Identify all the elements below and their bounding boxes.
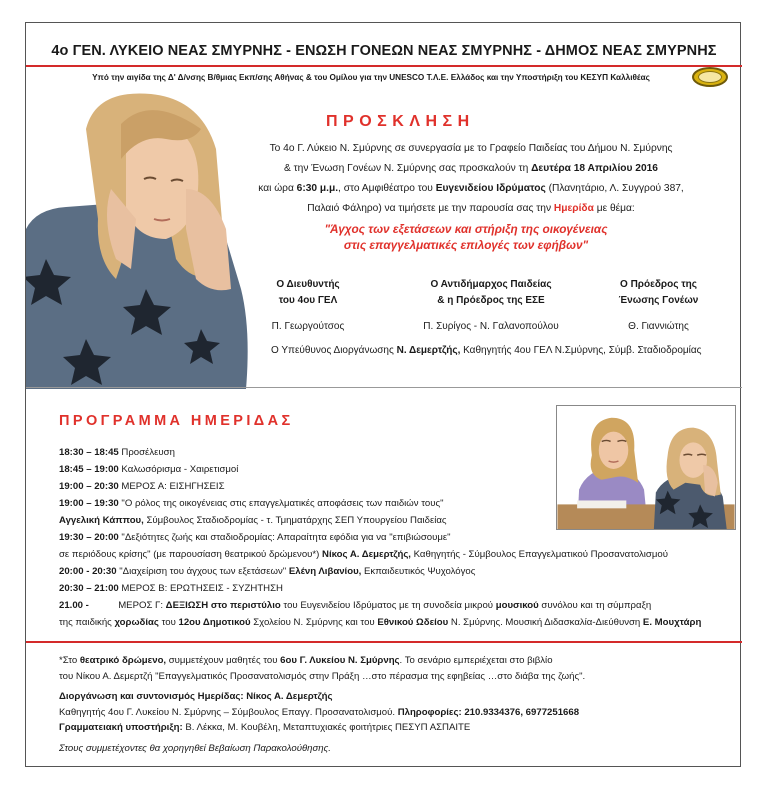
- invitation-line-1: Το 4ο Γ. Λύκειο Ν. Σμύρνης σε συνεργασία με το Γραφείο Παιδείας του Δήμου Ν. Σμύρνης: [269, 143, 673, 154]
- invitation-text: [216, 139, 726, 219]
- schedule-row: 20:00 - 20:30 "Διαχείριση του άγχους των εξετάσεων" Ελένη Λιβανίου, Εκπαιδευτικός Ψυχολόγος: [59, 566, 476, 577]
- invitation-title: ΠΡΟΣΚΛΗΣΗ: [326, 113, 475, 130]
- note-certificate: Στους συμμετέχοντες θα χορηγηθεί Βεβαίωση Παρακολούθησης.: [59, 742, 331, 754]
- unesco-seal-logo: [692, 67, 728, 87]
- invitation-card: [25, 22, 741, 767]
- schedule-row: 19:30 – 20:00 "Δεξιότητες ζωής και σταδιοδρομίας: Απαραίτητα εφόδια για να "επιβιώσουμε": [59, 532, 451, 543]
- note-coordination: Διοργάνωση και συντονισμός Ημερίδας: Νίκος Α. Δεμερτζής: [59, 691, 333, 702]
- header-divider: [26, 65, 742, 67]
- note-contact: Καθηγητής 4ου Γ. Λυκείου Ν. Σμύρνης – Σύμβουλος Επαγγ. Προσανατολισμού. Πληροφορίες: 210.9334376, 6977251668: [59, 706, 580, 718]
- invitation-line-4: Παλαιό Φάληρο) να τιμήσετε με την παρουσία σας την Ημερίδα με θέμα:: [307, 203, 635, 214]
- invitation-line-2: & την Ένωση Γονέων Ν. Σμύρνης σας προσκαλούν τη Δευτέρα 18 Απριλίου 2016: [284, 163, 658, 174]
- section-divider-bottom: [26, 641, 742, 643]
- note-book: του Νίκου Α. Δεμερτζή "Επαγγελματικός Προσανατολισμός στην Πράξη …στο πέρασμα της εφηβείας …στο διάβα της ζωής".: [59, 670, 586, 682]
- event-topic: "Άγχος των εξετάσεων και στήριξη της οικογένειας στις επαγγελματικές επιλογές των εφήβων": [324, 222, 608, 252]
- footer-notes: [59, 653, 729, 756]
- schedule-row: 20:30 – 21:00 ΜΕΡΟΣ Β: ΕΡΩΤΗΣΕΙΣ - ΣΥΖΗΤΗΣΗ: [59, 583, 283, 594]
- signatory-director: Ο Διευθυντής του 4ου ΓΕΛ Π. Γεωργούτσος: [271, 279, 345, 332]
- signatory-deputy-mayor: Ο Αντιδήμαρχος Παιδείας & η Πρόεδρος της ΕΣΕ Π. Συρίγος - Ν. Γαλανοπούλου: [423, 279, 559, 332]
- program-schedule: [59, 444, 739, 631]
- schedule-row: 18:30 – 18:45 Προσέλευση: [59, 447, 175, 458]
- schedule-row: 19:00 – 20:30 ΜΕΡΟΣ Α: ΕΙΣΗΓΗΣΕΙΣ: [59, 481, 225, 492]
- invitation-line-3: και ώρα 6:30 μ.μ., στο Αμφιθέατρο του Ευγενιδείου Ιδρύματος (Πλανητάριο, Λ. Συγγρού 387,: [258, 183, 684, 194]
- header-subtitle: Υπό την αιγίδα της Δ' Δ/νσης Β/θμιας Εκπ/σης Αθήνας & του Ομίλου για την UNESCO Τ.Λ.Ε. Ελλάδος και την Υποστήριξη του ΚΕΣΥΠ Καλλιθέας: [92, 73, 650, 82]
- schedule-row: 19:00 – 19:30 "Ο ρόλος της οικογένειας στις επαγγελματικές αποφάσεις των παιδιών τους": [59, 498, 444, 509]
- schedule-row: 21.00 - ΜΕΡΟΣ Γ: ΔΕΞΙΩΣΗ στο περιστύλιο του Ευγενιδείου Ιδρύματος με τη συνοδεία μικρού μουσικού συνόλου και τη σύμπραξη: [59, 600, 652, 611]
- schedule-row: 18:45 – 19:00 Καλωσόρισμα - Χαιρετισμοί: [59, 464, 239, 475]
- section-divider-top: [26, 387, 742, 388]
- note-secretariat: Γραμματειακή υποστήριξη: Β. Λέκκα, Μ. Κουβέλη, Μεταπτυχιακές φοιτήτριες ΠΕΣΥΠ ΑΣΠΑΙΤΕ: [59, 722, 471, 733]
- signatory-parents-president: Ο Πρόεδρος της Ένωσης Γονέων Θ. Γιαννιώτης: [618, 279, 699, 332]
- schedule-row: Αγγελική Κάππου, Σύμβουλος Σταδιοδρομίας - τ. Τμηματάρχης ΣΕΠ Υπουργείου Παιδείας: [59, 515, 447, 526]
- stressed-girl-photo: [26, 89, 271, 389]
- schedule-row: της παιδικής χορωδίας του 12ου Δημοτικού Σχολείου Ν. Σμύρνης και του Εθνικού Ωδείου Ν. Σμύρνης. Μουσική Διδασκαλία-Διεύθυνση Ε. Μουχτάρη: [59, 617, 702, 628]
- note-theatre: *Στο θεατρικό δρώμενο, συμμετέχουν μαθητές του 6ου Γ. Λυκείου Ν. Σμύρνης. Το σενάριο εμπεριέχεται στο βιβλίο: [59, 655, 553, 666]
- header-title: 4ο ΓΕΝ. ΛΥΚΕΙΟ ΝΕΑΣ ΣΜΥΡΝΗΣ - ΕΝΩΣΗ ΓΟΝΕΩΝ ΝΕΑΣ ΣΜΥΡΝΗΣ - ΔΗΜΟΣ ΝΕΑΣ ΣΜΥΡΝΗΣ: [51, 43, 717, 59]
- organizer-line: Ο Υπεύθυνος Διοργάνωσης Ν. Δεμερτζής, Καθηγητής 4ου ΓΕΛ Ν.Σμύρνης, Σύμβ. Σταδιοδρομίας: [271, 345, 702, 356]
- schedule-row: σε περιόδους κρίσης" (με παρουσίαση θεατρικού δρώμενου*) Νίκος Α. Δεμερτζής, Καθηγητής - Σύμβουλος Επαγγελματικού Προσανατολισμού: [59, 549, 668, 560]
- program-title: ΠΡΟΓΡΑΜΜΑ ΗΜΕΡΙΔΑΣ: [59, 413, 294, 429]
